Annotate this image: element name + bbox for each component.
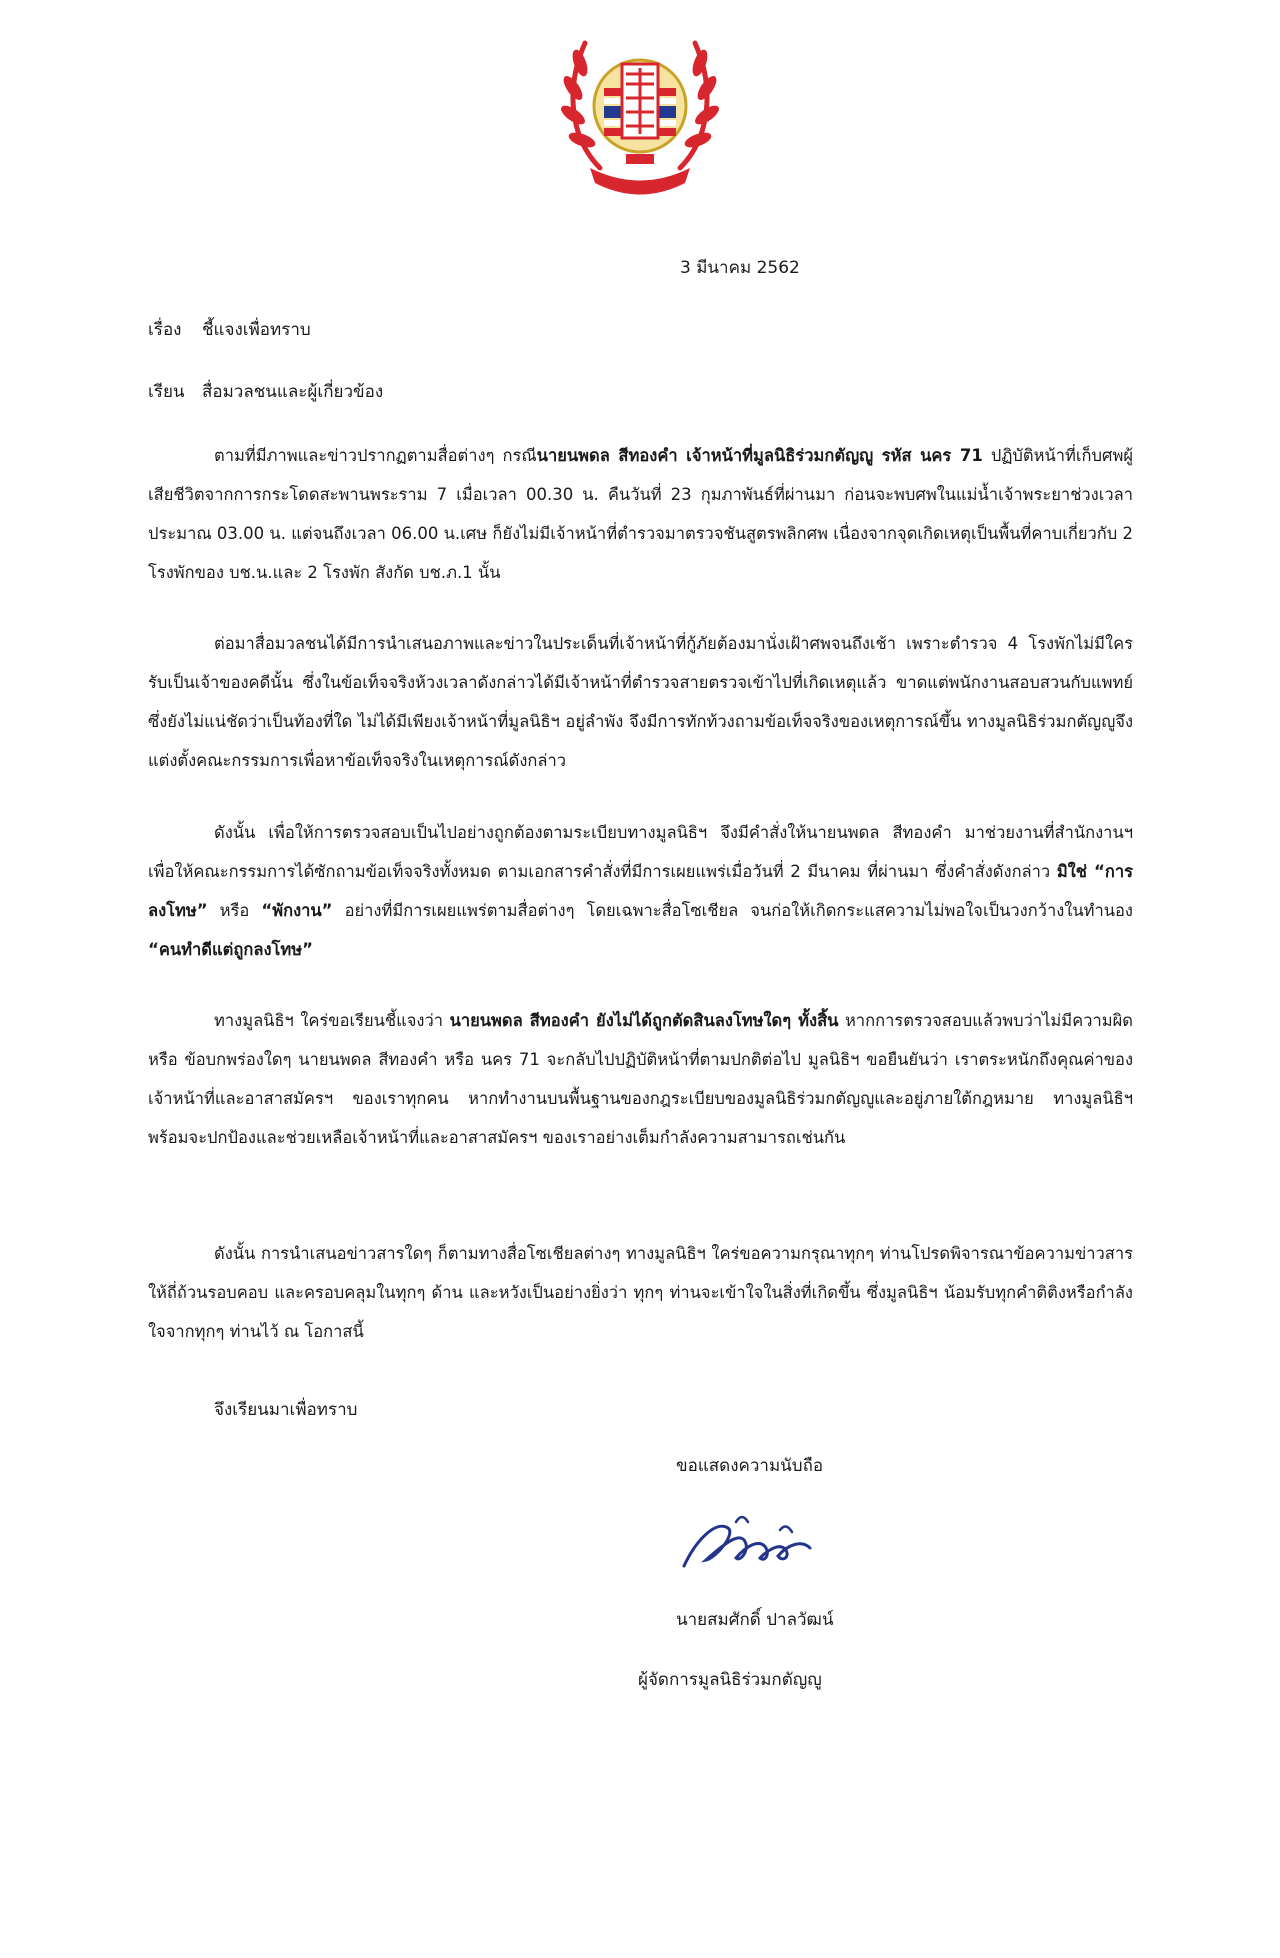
- paragraph-3-text-b: หรือ: [207, 901, 262, 920]
- paragraph-1-text-b: ปฏิบัติหน้าที่เก็บศพผู้เสียชีวิตจากการกระโดดสะพานพระราม 7 เมื่อเวลา 00.30 น. คืนวันที่ 23 กุมภาพันธ์ที่ผ่านมา ก่อนจะพบศพในแม่น้ำเจ้าพระยาช่วงเวลาประมาณ 03.00 น. แต่จนถึงเวลา 06.00 น.เศษ ก็ยังไม่มีเจ้าหน้าที่ตำรวจมาตรวจชันสูตรพลิกศพ เนื่องจากจุดเกิดเหตุเป็นพื้นที่คาบเกี่ยวกับ 2 โรงพักของ บช.น.และ 2 โรงพัก สังกัด บช.ภ.1 นั้น: [148, 446, 1134, 582]
- paragraph-3-bold-b: “พักงาน”: [261, 901, 333, 920]
- paragraph-1-bold: นายนพดล สีทองคำ เจ้าหน้าที่มูลนิธิร่วมกตัญญู รหัส นคร 71: [536, 446, 983, 465]
- paragraph-2: [148, 624, 1133, 780]
- paragraph-1-text-a: ตามที่มีภาพและข่าวปรากฏตามสื่อต่างๆ กรณี: [214, 446, 537, 465]
- paragraph-4: [148, 1001, 1133, 1157]
- signer-name: นายสมศักดิ์ ปาลวัฒน์: [676, 1610, 834, 1630]
- foundation-logo: [540, 18, 740, 218]
- subject-line: [148, 316, 311, 343]
- paragraph-1: [148, 436, 1133, 592]
- paragraph-4-text-b: หากการตรวจสอบแล้วพบว่าไม่มีความผิด หรือ ข้อบกพร่องใดๆ นายนพดล สีทองคำ หรือ นคร 71 จะกลับไปปฏิบัติหน้าที่ตามปกติต่อไป มูลนิธิฯ ขอยืนยันว่า เราตระหนักถึงคุณค่าของเจ้าหน้าที่และอาสาสมัครฯ ของเราทุกคน หากทำงานบนพื้นฐานของกฎระเบียบของมูลนิธิร่วมกตัญญูและอยู่ภายใต้กฎหมาย ทางมูลนิธิฯ พร้อมจะปกป้องและช่วยเหลือเจ้าหน้าที่และอาสาสมัครฯ ของเราอย่างเต็มกำลังความสามารถเช่นกัน: [148, 1011, 1133, 1147]
- paragraph-3-bold-c: “คนทำดีแต่ถูกลงโทษ”: [148, 940, 313, 959]
- recipient-label: เรียน: [148, 382, 185, 402]
- signature-image: [676, 1500, 826, 1580]
- paragraph-5: [148, 1234, 1133, 1351]
- paragraph-5-text: ดังนั้น การนำเสนอข่าวสารใดๆ ก็ตามทางสื่อโซเชียลต่างๆ ทางมูลนิธิฯ ใคร่ขอความกรุณาทุกๆ ท่านโปรดพิจารณาข้อความข่าวสารให้ถี่ถ้วนรอบคอบ และครอบคลุมในทุกๆ ด้าน และหวังเป็นอย่างยิ่งว่า ทุกๆ ท่านจะเข้าใจในสิ่งที่เกิดขึ้น ซึ่งมูลนิธิฯ น้อมรับทุกคำติติงหรือกำลังใจจากทุกๆ ท่านไว้ ณ โอกาสนี้: [148, 1244, 1133, 1341]
- recipient-line: [148, 378, 383, 405]
- paragraph-3-text-a: ดังนั้น เพื่อให้การตรวจสอบเป็นไปอย่างถูกต้องตามระเบียบทางมูลนิธิฯ จึงมีคำสั่งให้นายนพดล สีทองคำ มาช่วยงานที่สำนักงานฯ เพื่อให้คณะกรรมการได้ซักถามข้อเท็จจริงทั้งหมด ตามเอกสารคำสั่งที่มีการเผยแพร่เมื่อวันที่ 2 มีนาคม ที่ผ่านมา ซึ่งคำสั่งดังกล่าว: [148, 823, 1133, 881]
- letter-date: 3 มีนาคม 2562: [680, 258, 800, 278]
- paragraph-3-bold-a: มิใช่ “การลงโทษ”: [148, 862, 1134, 920]
- regards-line: ขอแสดงความนับถือ: [676, 1456, 824, 1476]
- subject-text: ชี้แจงเพื่อทราบ: [202, 320, 311, 340]
- recipient-text: สื่อมวลชนและผู้เกี่ยวข้อง: [202, 382, 384, 402]
- signer-position: ผู้จัดการมูลนิธิร่วมกตัญญู: [638, 1670, 822, 1690]
- paragraph-3: [148, 813, 1133, 969]
- closing-line: จึงเรียนมาเพื่อทราบ: [214, 1400, 358, 1420]
- paragraph-4-bold: นายนพดล สีทองคำ ยังไม่ได้ถูกตัดสินลงโทษใดๆ ทั้งสิ้น: [449, 1011, 839, 1030]
- subject-label: เรื่อง: [148, 320, 182, 340]
- paragraph-2-text: ต่อมาสื่อมวลชนได้มีการนำเสนอภาพและข่าวในประเด็นที่เจ้าหน้าที่กู้ภัยต้องมานั่งเฝ้าศพจนถึงเช้า เพราะตำรวจ 4 โรงพักไม่มีใครรับเป็นเจ้าของคดีนั้น ซึ่งในข้อเท็จจริงห้วงเวลาดังกล่าวได้มีเจ้าหน้าที่ตำรวจสายตรวจเข้าไปที่เกิดเหตุแล้ว ขาดแต่พนักงานสอบสวนกับแพทย์ซึ่งยังไม่แน่ชัดว่าเป็นท้องที่ใด ไม่ได้มีเพียงเจ้าหน้าที่มูลนิธิฯ อยู่ลำพัง จึงมีการทักท้วงถามข้อเท็จจริงของเหตุการณ์ขึ้น ทางมูลนิธิร่วมกตัญญูจึงแต่งตั้งคณะกรรมการเพื่อหาข้อเท็จจริงในเหตุการณ์ดังกล่าว: [148, 634, 1133, 770]
- paragraph-4-text-a: ทางมูลนิธิฯ ใคร่ขอเรียนชี้แจงว่า: [214, 1011, 450, 1030]
- paragraph-3-text-c: อย่างที่มีการเผยแพร่ตามสื่อต่างๆ โดยเฉพาะสื่อโซเชียล จนก่อให้เกิดกระแสความไม่พอใจเป็นวงกว้างในทำนอง: [332, 901, 1133, 920]
